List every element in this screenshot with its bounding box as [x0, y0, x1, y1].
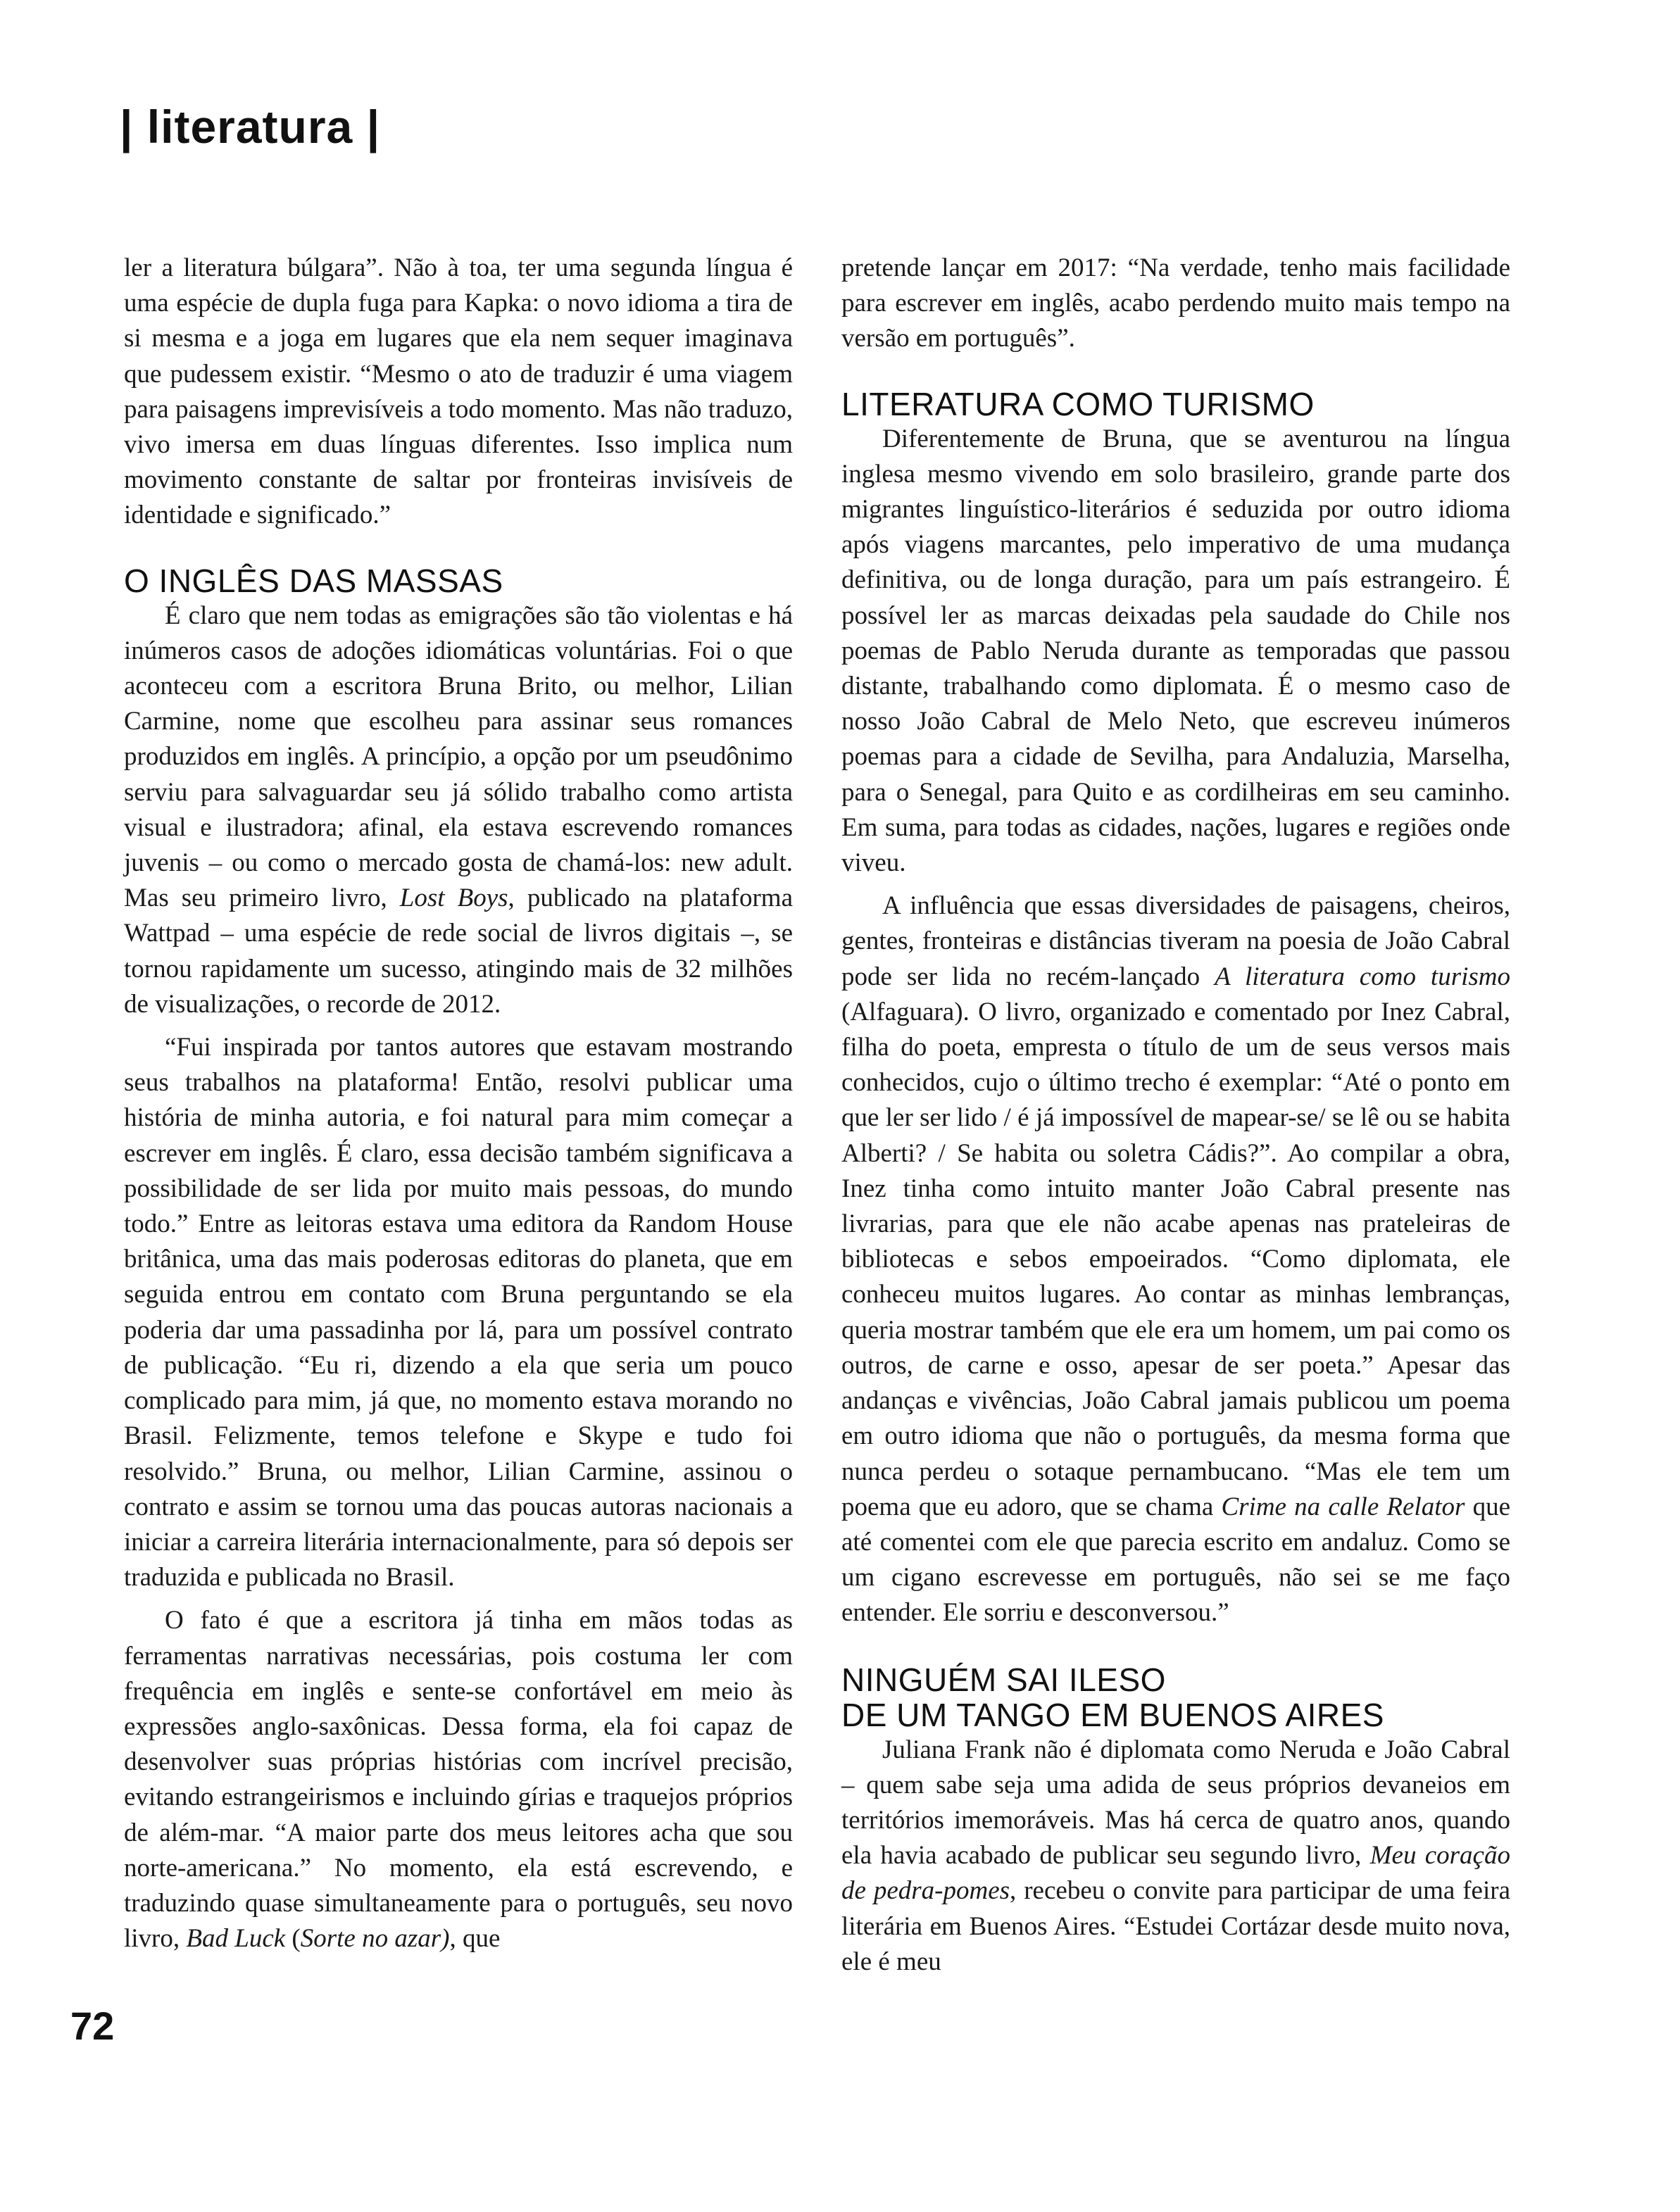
book-title: Crime na calle Relator	[1221, 1492, 1465, 1521]
section-heading: O INGLÊS DAS MASSAS	[124, 562, 503, 599]
text-run: (Alfaguara). O livro, organizado e comentado por Inez Cabral, filha do poeta, empresta o título de um de seus versos mais conhecidos, cujo o último trecho é exemplar: “Até o ponto em que ler ser lido / é já impossível de mapear-se/ se lê ou se habita Alberti? / Se habita ou soletra Cádis?”. Ao compilar a obra, Inez tinha como intuito manter João Cabral presente nas livrarias, para que ele não acabe apenas nas prateleiras de bibliotecas e sebos empoeirados. “Como diplomata, ele conheceu muitos lugares. Ao contar as minhas lembranças, queria mostrar também que ele era um homem, um pai como os outros, de carne e osso, apesar de ser poeta.” Apesar das andanças e vivências, João Cabral jamais publicou um poema em outro idioma que não o português, da mesma forma que nunca perdeu o sotaque pernambucano. “Mas ele tem um poema que eu adoro, que se chama	[841, 997, 1510, 1521]
paragraph: pretende lançar em 2017: “Na verdade, tenho mais facilidade para escrever em inglês, acabo perdendo muito mais tempo na versão em português”.	[841, 253, 1510, 353]
book-title: Sorte no azar)	[300, 1924, 450, 1954]
heading-line: NINGUÉM SAI ILESO	[841, 1661, 1166, 1698]
text-run: , recebeu o convite para participar de uma feira literária em Buenos Aires. “Estudei Cortázar desde muito nova, ele é meu	[841, 1876, 1510, 1976]
book-title: Bad Luck	[186, 1924, 286, 1954]
book-title: A literatura como turismo	[1215, 962, 1510, 991]
paragraph: ler a literatura búlgara”. Não à toa, ter uma segunda língua é uma espécie de dupla fuga para Kapka: o novo idioma a tira de si mesma e a joga em lugares que ela nem sequer imaginava que pudessem existir. “Mesmo o ato de traduzir é uma viagem para paisagens imprevisíveis a todo momento. Mas não traduzo, vivo imersa em duas línguas diferentes. Isso implica num movimento constante de saltar por fronteiras invisíveis de identidade e significado.”	[124, 253, 793, 530]
left-column	[124, 251, 793, 1956]
text-run: (	[292, 1924, 301, 1954]
paragraph	[124, 1603, 793, 1956]
paragraph: “Fui inspirada por tantos autores que estavam mostrando seus trabalhos na plataforma! Então, resolvi publicar uma história de minha autoria, e foi natural para mim começar a escrever em inglês. É claro, essa decisão também significava a possibilidade de ser lida por muito mais pessoas, do mundo todo.” Entre as leitoras estava uma editora da Random House britânica, uma das mais poderosas editoras do planeta, que em seguida entrou em contato com Bruna perguntando se ela poderia dar uma passadinha por lá, para um possível contrato de publicação. “Eu ri, dizendo a ela que seria um pouco complicado para mim, já que, no momento estava morando no Brasil. Felizmente, temos telefone e Skype e tudo foi resolvido.” Bruna, ou melhor, Lilian Carmine, assinou o contrato e assim se tornou uma das poucas autoras nacionais a iniciar a carreira literária internacionalmente, para só depois ser traduzida e publicada no Brasil.	[124, 1033, 793, 1592]
paragraph	[841, 888, 1510, 1630]
paragraph	[124, 598, 793, 1022]
book-title: Meu coração de pedra-pomes	[841, 1841, 1510, 1906]
paragraph: Diferentemente de Bruna, que se aventurou na língua inglesa mesmo vivendo em solo brasileiro, grande parte dos migrantes linguístico-literários é seduzida por outro idioma após viagens marcantes, pelo imperativo de uma mudança definitiva, ou de longa duração, para um país estrangeiro. É possível ler as marcas deixadas pela saudade do Chile nos poemas de Pablo Neruda durante as temporadas que passou distante, trabalhando como diplomata. É o mesmo caso de nosso João Cabral de Melo Neto, que escreveu inúmeros poemas para a cidade de Sevilha, para Andaluzia, Marselha, para o Senegal, para Quito e as cordilheiras em seu caminho. Em suma, para todas as cidades, nações, lugares e regiões onde viveu.	[841, 424, 1510, 878]
section-heading	[841, 1662, 1510, 1733]
text-run: É claro que nem todas as emigrações são tão violentas e há inúmeros casos de adoções idiomáticas voluntárias. Foi o que aconteceu com a escritora Bruna Brito, ou melhor, Lilian Carmine, nome que escolheu para assinar seus romances produzidos em inglês. A princípio, a opção por um pseudônimo serviu para salvaguardar seu já sólido trabalho como artista visual e ilustradora; afinal, ela estava escrevendo romances juvenis – ou como o mercado gosta de chamá-los: new adult. Mas seu primeiro livro,	[124, 601, 793, 913]
text-run: A influência que essas diversidades de paisagens, cheiros, gentes, fronteiras e distâncias tiveram na poesia de João Cabral pode ser lida no recém-lançado	[841, 891, 1510, 991]
heading-line: DE UM TANGO EM BUENOS AIRES	[841, 1696, 1384, 1733]
page-number: 72	[70, 2004, 115, 2048]
section-heading: LITERATURA COMO TURISMO	[841, 385, 1315, 422]
text-run: , publicado na plataforma Wattpad – uma espécie de rede social de livros digitais –, se tornou rapidamente um sucesso, atingindo mais de 32 milhões de visualizações, o recorde de 2012.	[124, 884, 794, 1019]
section-tag: | literatura |	[120, 101, 381, 153]
text-run: , que	[449, 1924, 501, 1954]
text-run: Juliana Frank não é diplomata como Neruda e João Cabral – quem sabe seja uma adida de seus próprios devaneios em territórios imemoráveis. Mas há cerca de quatro anos, quando ela havia acabado de publicar seu segundo livro,	[841, 1735, 1510, 1871]
text-run: que até comentei com ele que parecia escrito em andaluz. Como se um cigano escrevesse em português, não sei se me faço entender. Ele sorriu e desconversou.”	[841, 1492, 1511, 1628]
paragraph	[841, 1733, 1510, 1980]
book-title: Lost Boys	[399, 884, 508, 913]
right-column	[841, 251, 1510, 1980]
text-run: O fato é que a escritora já tinha em mãos todas as ferramentas narrativas necessárias, pois costuma ler com frequência em inglês e sente-se confortável em meio às expressões anglo-saxônicas. Dessa forma, ela foi capaz de desenvolver suas próprias histórias com incrível precisão, evitando estrangeirismos e incluindo gírias e traquejos próprios de além-mar. “A maior parte dos meus leitores acha que sou norte-americana.” No momento, ela está escrevendo, e traduzindo quase simultaneamente para o português, seu novo livro,	[124, 1606, 793, 1954]
